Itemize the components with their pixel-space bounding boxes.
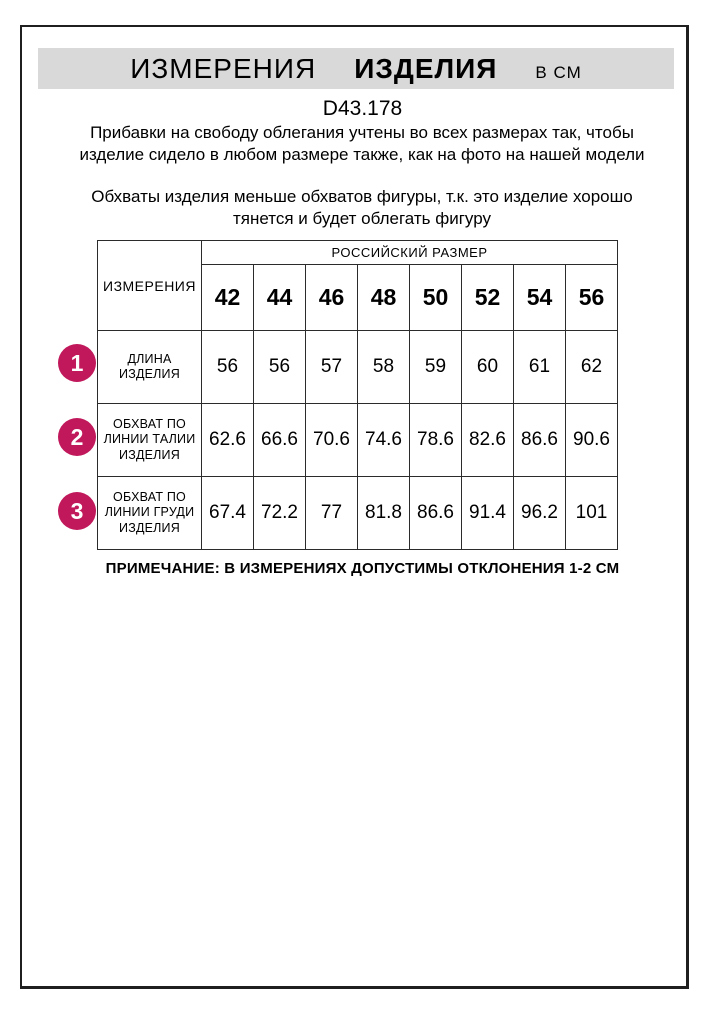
cell-length-54: 61 <box>514 331 566 404</box>
tolerance-note: ПРИМЕЧАНИЕ: В ИЗМЕРЕНИЯХ ДОПУСТИМЫ ОТКЛОНЕНИЯ 1-2 СМ <box>105 560 620 577</box>
size-col-48: 48 <box>358 265 410 331</box>
size-col-50: 50 <box>410 265 462 331</box>
page-title-bar <box>38 48 674 89</box>
cell-length-50: 59 <box>410 331 462 404</box>
cell-chest-46: 77 <box>306 477 358 550</box>
cell-chest-42: 67.4 <box>202 477 254 550</box>
cell-length-48: 58 <box>358 331 410 404</box>
cell-length-52: 60 <box>462 331 514 404</box>
cell-chest-52: 91.4 <box>462 477 514 550</box>
model-code: D43.178 <box>322 97 403 120</box>
cell-length-44: 56 <box>254 331 306 404</box>
cell-chest-56: 101 <box>566 477 618 550</box>
table-header-size-group: РОССИЙСКИЙ РАЗМЕР <box>202 241 618 265</box>
size-col-44: 44 <box>254 265 306 331</box>
table-row-length <box>98 331 618 404</box>
page-title-measurements: ИЗМЕРЕНИЯ <box>130 52 317 84</box>
cell-length-46: 57 <box>306 331 358 404</box>
row-label-waist: ОБХВАТ ПО ЛИНИИ ТАЛИИ ИЗДЕЛИЯ <box>98 404 202 477</box>
intro-paragraph-stretch: Обхваты изделия меньше обхватов фигуры, т.к. это изделие хорошо тянется и будет облегать фигуру <box>91 187 633 228</box>
row-label-length: ДЛИНА ИЗДЕЛИЯ <box>98 331 202 404</box>
size-col-42: 42 <box>202 265 254 331</box>
cell-chest-44: 72.2 <box>254 477 306 550</box>
size-col-56: 56 <box>566 265 618 331</box>
cell-waist-44: 66.6 <box>254 404 306 477</box>
page-title-product: ИЗДЕЛИЯ <box>354 52 498 84</box>
cell-chest-50: 86.6 <box>410 477 462 550</box>
row-label-chest: ОБХВАТ ПО ЛИНИИ ГРУДИ ИЗДЕЛИЯ <box>98 477 202 550</box>
row-number-badge-2: 2 <box>58 418 96 456</box>
size-table <box>97 240 618 550</box>
table-header-measurements: ИЗМЕРЕНИЯ <box>98 241 202 331</box>
cell-length-56: 62 <box>566 331 618 404</box>
size-col-54: 54 <box>514 265 566 331</box>
cell-waist-54: 86.6 <box>514 404 566 477</box>
intro-paragraph-fit: Прибавки на свободу облегания учтены во всех размерах так, чтобы изделие сидело в любом размере также, как на фото на нашей модели <box>79 123 645 164</box>
row-number-badge-3: 3 <box>58 492 96 530</box>
table-row-chest <box>98 477 618 550</box>
cell-waist-56: 90.6 <box>566 404 618 477</box>
cell-length-42: 56 <box>202 331 254 404</box>
size-col-46: 46 <box>306 265 358 331</box>
cell-waist-42: 62.6 <box>202 404 254 477</box>
cell-chest-54: 96.2 <box>514 477 566 550</box>
size-col-52: 52 <box>462 265 514 331</box>
table-row-waist <box>98 404 618 477</box>
cell-waist-52: 82.6 <box>462 404 514 477</box>
page-title-unit: В СМ <box>535 62 582 82</box>
cell-waist-48: 74.6 <box>358 404 410 477</box>
cell-waist-50: 78.6 <box>410 404 462 477</box>
cell-waist-46: 70.6 <box>306 404 358 477</box>
row-number-badge-1: 1 <box>58 344 96 382</box>
cell-chest-48: 81.8 <box>358 477 410 550</box>
